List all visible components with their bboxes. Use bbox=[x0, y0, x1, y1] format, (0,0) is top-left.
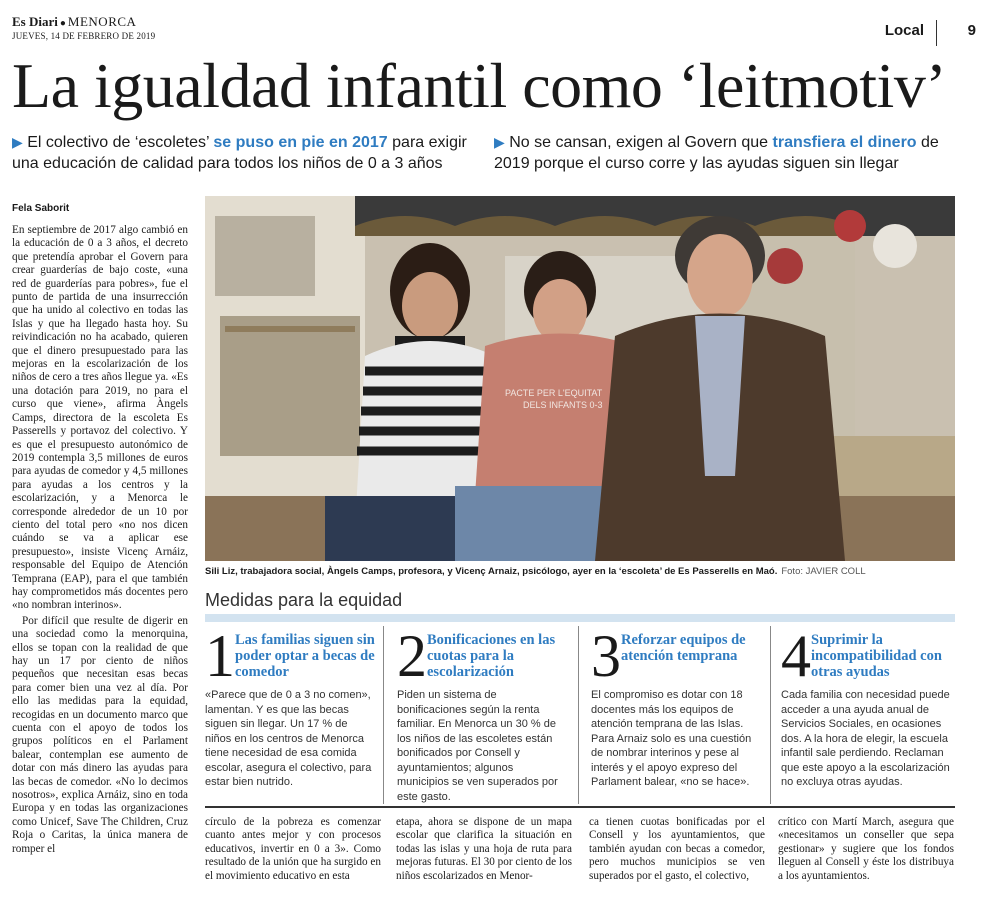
measure-1 bbox=[205, 623, 383, 800]
classroom-photo bbox=[205, 196, 955, 561]
measure-number: 3 bbox=[591, 623, 621, 689]
deck-1-post: para exigir una educación de calidad para todos los niños de 0 a 3 años bbox=[12, 134, 467, 172]
measure-text: Cada familia con necesidad puede acceder a una ayuda anual de Servicios Sociales, en ocasiones dos. A la hora de elegir, la escuela infantil sale perdiendo. Reclaman que este apoyo a la escolarización no excluya otras ayudas. bbox=[781, 689, 950, 788]
deck-1-highlight: se puso en pie en 2017 bbox=[213, 134, 388, 151]
measure-number: 4 bbox=[781, 623, 811, 689]
brand-dot-icon: ● bbox=[59, 18, 66, 29]
headline: La igualdad infantil como ‘leitmotiv’ bbox=[12, 50, 947, 121]
deck-arrow-icon: ▶ bbox=[12, 134, 23, 150]
measure-title: Las familias siguen sin poder optar a becas de comedor bbox=[235, 632, 375, 680]
page-number: 9 bbox=[936, 20, 976, 46]
measure-text: El compromiso es dotar con 18 docentes más los equipos de atención temprana de las Islas. Para Arnaiz solo es una cuestión de nombrar interinos y pese al interés y el apoyo expreso del Parlament balear, «no se hace». bbox=[591, 689, 752, 788]
deck-2 bbox=[494, 132, 964, 174]
deck-1 bbox=[12, 132, 482, 174]
measure-divider bbox=[578, 626, 579, 804]
article-column-1 bbox=[12, 224, 188, 900]
article-column-3: etapa, ahora se dispone de un mapa escolar que clarifica la situación en todas las islas y una hoja de ruta para mejoras futuras. El 30 por ciento de los niños escolarizados en Menor- bbox=[396, 816, 572, 882]
deck-2-pre: No se cansan, exigen al Govern que bbox=[509, 134, 773, 151]
measure-number: 1 bbox=[205, 623, 235, 689]
measure-number: 2 bbox=[397, 623, 427, 689]
measures-box-rule bbox=[205, 614, 955, 622]
measure-3 bbox=[591, 623, 771, 800]
measure-title: Reforzar equipos de atención temprana bbox=[621, 632, 746, 664]
article-column-2: círculo de la pobreza es comenzar cuanto antes mejor y con procesos educativos, invertir en 0 a 3». Como resultado de la unión que ha surgido en el movimiento educativo en esta bbox=[205, 816, 381, 882]
brand-region: MENORCA bbox=[67, 14, 137, 29]
photo-credit: Foto: JAVIER COLL bbox=[781, 566, 866, 577]
section-name: Local bbox=[884, 22, 924, 39]
caption-text: Sili Liz, trabajadora social, Àngels Camps, profesora, y Vicenç Arnaiz, psicólogo, ayer en la ‘escoleta’ de Es Passerells en Maó. bbox=[205, 566, 778, 577]
measures-box-title: Medidas para la equidad bbox=[205, 590, 403, 610]
article-paragraph: En septiembre de 2017 algo cambió en la educación de 0 a 3 años, el decreto que pretendía aprobar el Govern para crear guarderías de bajo coste, «una red de guarderías para pobres», fue el punto de partida de una insurrección que ha unido al colectivo en todas las Islas y que ha llegado hasta hoy. Su reivindicación no ha acabado, quieren que el dinero presupuestado para las mejoras en la escolarización de los niños de cero a tres años llegue ya. «Es una dotación para 2019, no para el curso que viene», afirma Àngels Camps, directora de la escoleta Es Passerells y portavoz del colectivo. Y es que el presupuesto autonómico de 2019 contempla 3,5 millones de euros para ayudas de comedor y 4,5 millones para ayudas a los centros y la escolarización, y a Menorca le corresponde alrededor de un 10 por ciento del total pero «no nos dicen cuándo se va a aplicar ese presupuesto», insiste Vicenç Arnáiz, responsable del Equipo de Atención Temprana (EAP), para el que también hay comprometidos más docentes pero «no nombran interinos». bbox=[12, 224, 188, 612]
measure-text: «Parece que de 0 a 3 no comen», lamentan. Y es que las becas siguen sin llegar. Un 17 % de niños en los centros de Menorca tiene necesidad de esa comida escolar, asegura el colectivo, para estar bien nutrido. bbox=[205, 689, 372, 788]
byline: Fela Saborit bbox=[12, 203, 70, 214]
photo-caption bbox=[205, 566, 955, 577]
measure-divider bbox=[383, 626, 384, 804]
publication-date: JUEVES, 14 DE FEBRERO DE 2019 bbox=[12, 31, 156, 41]
article-column-5: crítico con Martí March, asegura que «necesitamos un conseller que sepa gestionar» y sugiere que los fondos lleguen al Consell y éste los distribuya a los ayuntamientos. bbox=[778, 816, 954, 882]
box-bottom-rule bbox=[205, 806, 955, 808]
deck-2-highlight: transfiera el dinero bbox=[772, 134, 917, 151]
measure-4 bbox=[781, 623, 961, 800]
deck-2-post: de 2019 porque el curso corre y las ayudas siguen sin llegar bbox=[494, 134, 939, 172]
shirt-text-2: DELS INFANTS 0-3 bbox=[523, 400, 603, 410]
deck-arrow-icon: ▶ bbox=[494, 134, 505, 150]
article-paragraph: Por difícil que resulte de digerir en una sociedad como la menorquina, ellos se topan con la realidad de que hay un 17 por ciento de niños pequeños que necesitan esas becas para comer bien una vez al día. Por ello las medidas para la equidad, recogidas en un documento marco que cuenta con el apoyo de todos los grupos políticos en el Parlament balear, contemplan ese aumento de dotar con más dinero las ayudas para las becas de comedor. «No lo decimos nosotros», explica Arnáiz, sino en toda Europa y en todas las organizaciones como Unicef, Save The Children, Cruz Roja o Caritas, la única manera de romper el bbox=[12, 614, 188, 855]
article-photo bbox=[205, 196, 955, 561]
shirt-text-1: PACTE PER L'EQUITAT bbox=[505, 388, 603, 398]
deck-1-pre: El colectivo de ‘escoletes’ bbox=[27, 134, 214, 151]
newspaper-brand bbox=[12, 14, 136, 30]
measure-text: Piden un sistema de bonificaciones según la renta familiar. En Menorca un 30 % de los niños de las escoletes están bonificados por Consell y ayuntamientos; algunos municipios se ven superados por este gasto. bbox=[397, 689, 558, 803]
brand-name: Es Diari bbox=[12, 14, 58, 29]
measure-title: Bonificaciones en las cuotas para la escolarización bbox=[427, 632, 556, 680]
measure-divider bbox=[770, 626, 771, 804]
measure-title: Suprimir la incompatibilidad con otras ayudas bbox=[811, 632, 942, 680]
article-column-4: ca tienen cuotas bonificadas por el Consell y los ayuntamientos, que también ayudan con becas a comedor, pero muchos municipios se ven superados por el gasto, el colectivo, bbox=[589, 816, 765, 882]
measure-2 bbox=[397, 623, 577, 803]
masthead bbox=[12, 8, 976, 44]
